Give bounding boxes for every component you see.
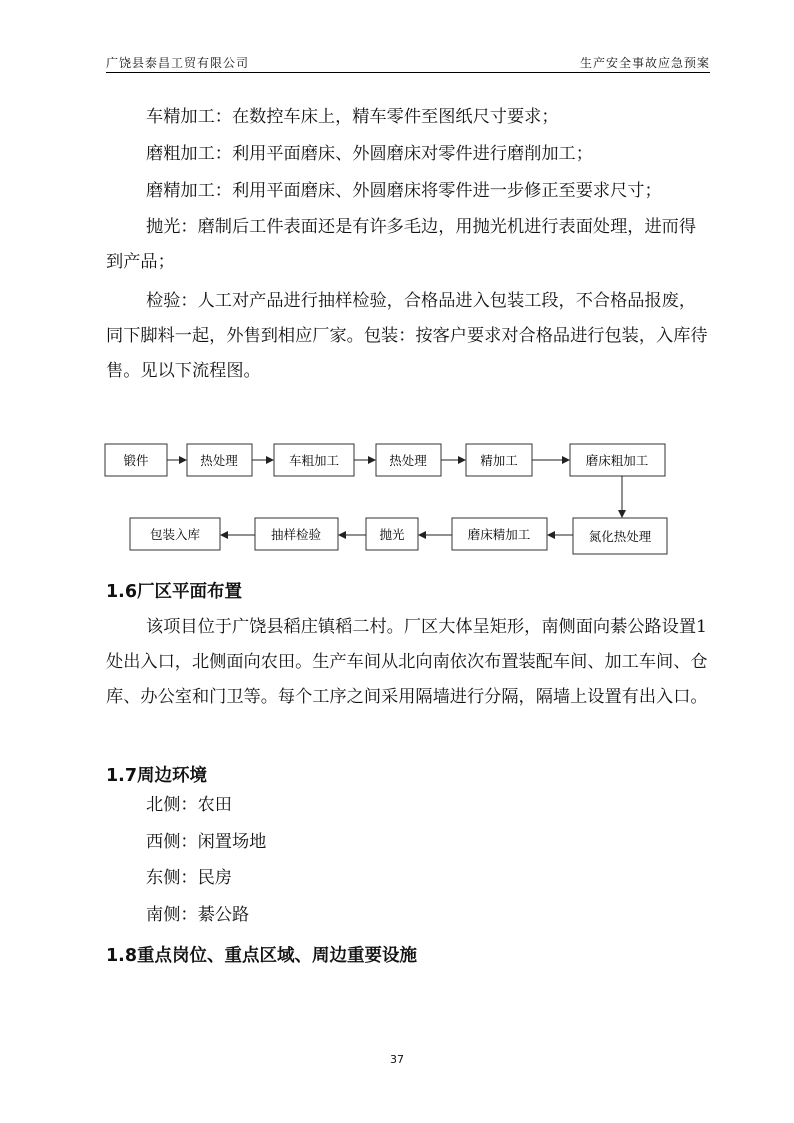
svg-text:氮化热处理: 氮化热处理	[588, 529, 652, 544]
svg-text:磨床精加工: 磨床精加工	[467, 527, 531, 542]
heading-1-8: 1.8重点岗位、重点区域、周边重要设施	[106, 946, 417, 966]
surroundings-east: 东侧：民房	[146, 868, 232, 888]
flow-box-polishing	[366, 518, 418, 550]
flow-box-fine-grinding	[452, 518, 547, 550]
heading-1-7: 1.7周边环境	[106, 766, 208, 786]
svg-text:包装入库: 包装入库	[149, 527, 201, 542]
flow-box-packing-storage	[130, 518, 220, 550]
paragraph-inspection: 检验：人工对产品进行抽样检验，合格品进入包装工段，不合格品报废，同下脚料一起，外售到相应厂家。包装：按客户要求对合格品进行包装，入库待售。见以下流程图。	[106, 291, 708, 381]
page-number: 37	[390, 1053, 404, 1066]
header-doc-title: 生产安全事故应急预案	[579, 56, 710, 70]
heading-1-6: 1.6厂区平面布置	[106, 582, 243, 602]
paragraph-polishing: 抛光：磨制后工件表面还是有许多毛边，用抛光机进行表面处理，进而得到产品；	[106, 217, 697, 272]
flow-box-sampling-inspection	[255, 518, 338, 550]
svg-text:抛光: 抛光	[379, 527, 405, 542]
header-rule	[106, 72, 710, 73]
surroundings-south: 南侧：綦公路	[146, 905, 250, 925]
flow-box-rough-grinding	[570, 444, 665, 476]
svg-text:磨床粗加工: 磨床粗加工	[585, 453, 649, 468]
paragraph-fine-turning: 车精加工：在数控车床上，精车零件至图纸尺寸要求；	[146, 107, 559, 127]
paragraph-layout: 该项目位于广饶县稻庄镇稻二村。厂区大体呈矩形，南侧面向綦公路设置1处出入口，北侧面向农田。生产车间从北向南依次布置装配车间、加工车间、仓库、办公室和门卫等。每个工序之间采用隔墙进行分隔，隔墙上设置有出入口。	[106, 617, 708, 707]
svg-text:精加工: 精加工	[480, 453, 518, 468]
header-company: 广饶县泰昌工贸有限公司	[106, 56, 250, 70]
svg-text:锻件: 锻件	[123, 453, 149, 468]
flow-box-rough-turning	[274, 444, 354, 476]
paragraph-fine-grinding: 磨精加工：利用平面磨床、外圆磨床将零件进一步修正至要求尺寸；	[146, 181, 662, 201]
flow-box-finishing	[466, 444, 532, 476]
svg-text:热处理: 热处理	[200, 453, 238, 468]
surroundings-west: 西侧：闲置场地	[146, 832, 267, 852]
svg-text:车粗加工: 车粗加工	[288, 453, 340, 468]
flow-box-forging	[105, 444, 167, 476]
flow-box-nitriding	[573, 518, 667, 554]
flow-box-heat-treatment-2	[376, 444, 441, 476]
surroundings-north: 北侧：农田	[146, 795, 232, 815]
svg-text:热处理: 热处理	[389, 453, 427, 468]
flow-box-heat-treatment-1	[187, 444, 252, 476]
svg-text:抽样检验: 抽样检验	[270, 527, 322, 542]
paragraph-rough-grinding: 磨粗加工：利用平面磨床、外圆磨床对零件进行磨削加工；	[146, 144, 593, 164]
process-flowchart	[100, 436, 680, 566]
page-header	[106, 52, 710, 74]
